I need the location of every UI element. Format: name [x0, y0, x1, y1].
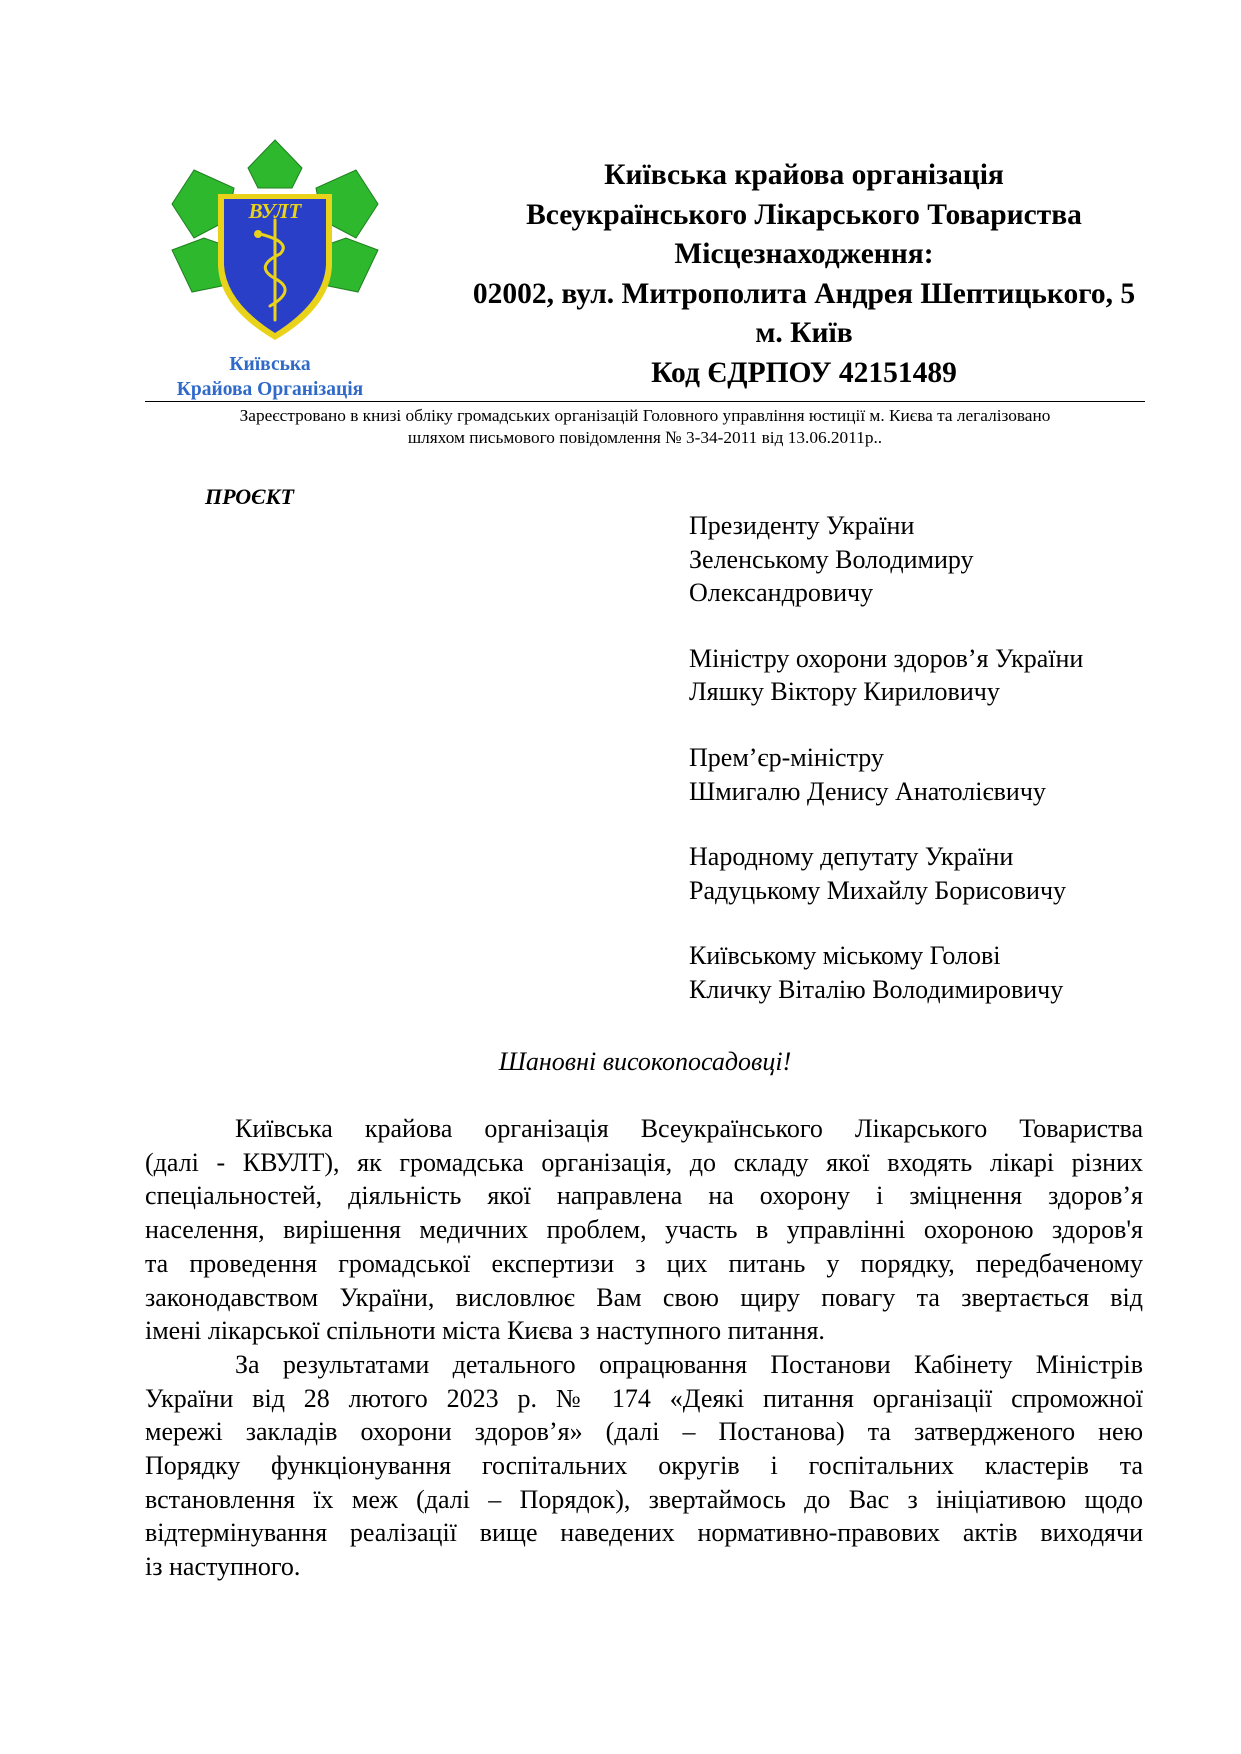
body-line: відтермінування реалізації вище наведених нормативно-правових актів виходячи	[145, 1518, 1143, 1548]
registration-line: шляхом письмового повідомлення № 3-34-2011 від 13.06.2011р..	[407, 428, 883, 447]
paragraph-1	[145, 1112, 1143, 1348]
salutation: Шановні високопосадовці!	[498, 1047, 792, 1076]
addressee-line: Президенту України	[689, 511, 915, 540]
addressee-line: Ляшку Віктору Кириловичу	[689, 677, 1000, 707]
addressee-line: Прем’єр-міністру	[689, 742, 884, 772]
edrpou-code: Код ЄДРПОУ 42151489	[651, 356, 957, 389]
registration-note	[130, 405, 1160, 449]
body-line: законодавством України, висловлює Вам свою щиру повагу та звертається від	[145, 1282, 1143, 1312]
logo-caption-line2: Крайова Організація	[176, 379, 364, 400]
body-line: мережі закладів охорони здоров’я» (далі – Постанова) та затвердженого нею	[145, 1417, 1143, 1447]
logo-emblem-text: ВУЛТ	[248, 199, 302, 223]
body-line: Порядку функціонування госпітальних округів і госпітальних кластерів та	[145, 1451, 1143, 1481]
addressee-block	[689, 509, 1083, 1039]
location-label: Місцезнаходження:	[674, 238, 934, 271]
addressee-line: Олександровичу	[689, 578, 874, 608]
paragraph-2	[145, 1348, 1143, 1584]
addressee-prime-minister	[689, 741, 1083, 808]
body-line: та проведення громадської експертизи з цих питань у порядку, передбаченому	[145, 1248, 1143, 1278]
addressee-line: Народному депутату України	[689, 842, 1014, 872]
addressee-line: Кличку Віталію Володимировичу	[689, 974, 1064, 1004]
city: м. Київ	[755, 317, 853, 350]
logo-caption-line1: Київська	[229, 354, 311, 375]
addressee-line: Шмигалю Денису Анатолієвичу	[689, 776, 1046, 806]
addressee-line: Радуцькому Михайлу Борисовичу	[689, 875, 1067, 905]
addressee-president	[689, 509, 1083, 610]
addressee-line: Зеленському Володимиру	[689, 544, 974, 574]
org-parent-name: Всеукраїнського Лікарського Товариства	[526, 198, 1082, 231]
organization-logo	[170, 138, 380, 348]
addressee-deputy	[689, 840, 1083, 907]
addressee-line: Міністру охорони здоров’я України	[689, 643, 1084, 673]
header-divider	[145, 401, 1145, 402]
body-line: із наступного.	[145, 1552, 301, 1582]
body-line: населення, вирішення медичних проблем, участь в управлінні охороною здоров'я	[145, 1215, 1143, 1245]
body-line: спеціальностей, діяльність якої направлена на охорону і зміцнення здоров’я	[145, 1181, 1143, 1211]
street-address: 02002, вул. Митрополита Андрея Шептицького, 5	[472, 277, 1136, 310]
addressee-health-minister	[689, 642, 1083, 709]
organization-header	[400, 156, 1208, 394]
letter-body	[145, 1112, 1143, 1584]
logo-caption	[140, 352, 400, 402]
body-line: імені лікарської спільноти міста Києва з наступного питання.	[145, 1316, 825, 1346]
body-line: За результатами детального опрацювання Постанови Кабінету Міністрів	[235, 1349, 1143, 1379]
draft-mark: ПРОЄКТ	[205, 484, 294, 509]
body-line: Київська крайова організація Всеукраїнського Лікарського Товариства	[235, 1114, 1143, 1143]
body-line: України від 28 лютого 2023 р. № 174 «Деякі питання організації спроможної	[145, 1383, 1143, 1413]
registration-line: Зареєстровано в книзі обліку громадських організацій Головного управління юстиції м. Києва та легалізовано	[239, 406, 1051, 425]
org-name: Київська крайова організація	[604, 159, 1004, 191]
addressee-line: Київському міському Голові	[689, 941, 1001, 971]
body-line: (далі - КВУЛТ), як громадська організація, до складу якої входять лікарі різних	[145, 1147, 1143, 1177]
body-line: встановлення їх меж (далі – Порядок), звертаймось до Вас з ініціативою щодо	[145, 1484, 1143, 1514]
addressee-kyiv-mayor	[689, 939, 1083, 1006]
